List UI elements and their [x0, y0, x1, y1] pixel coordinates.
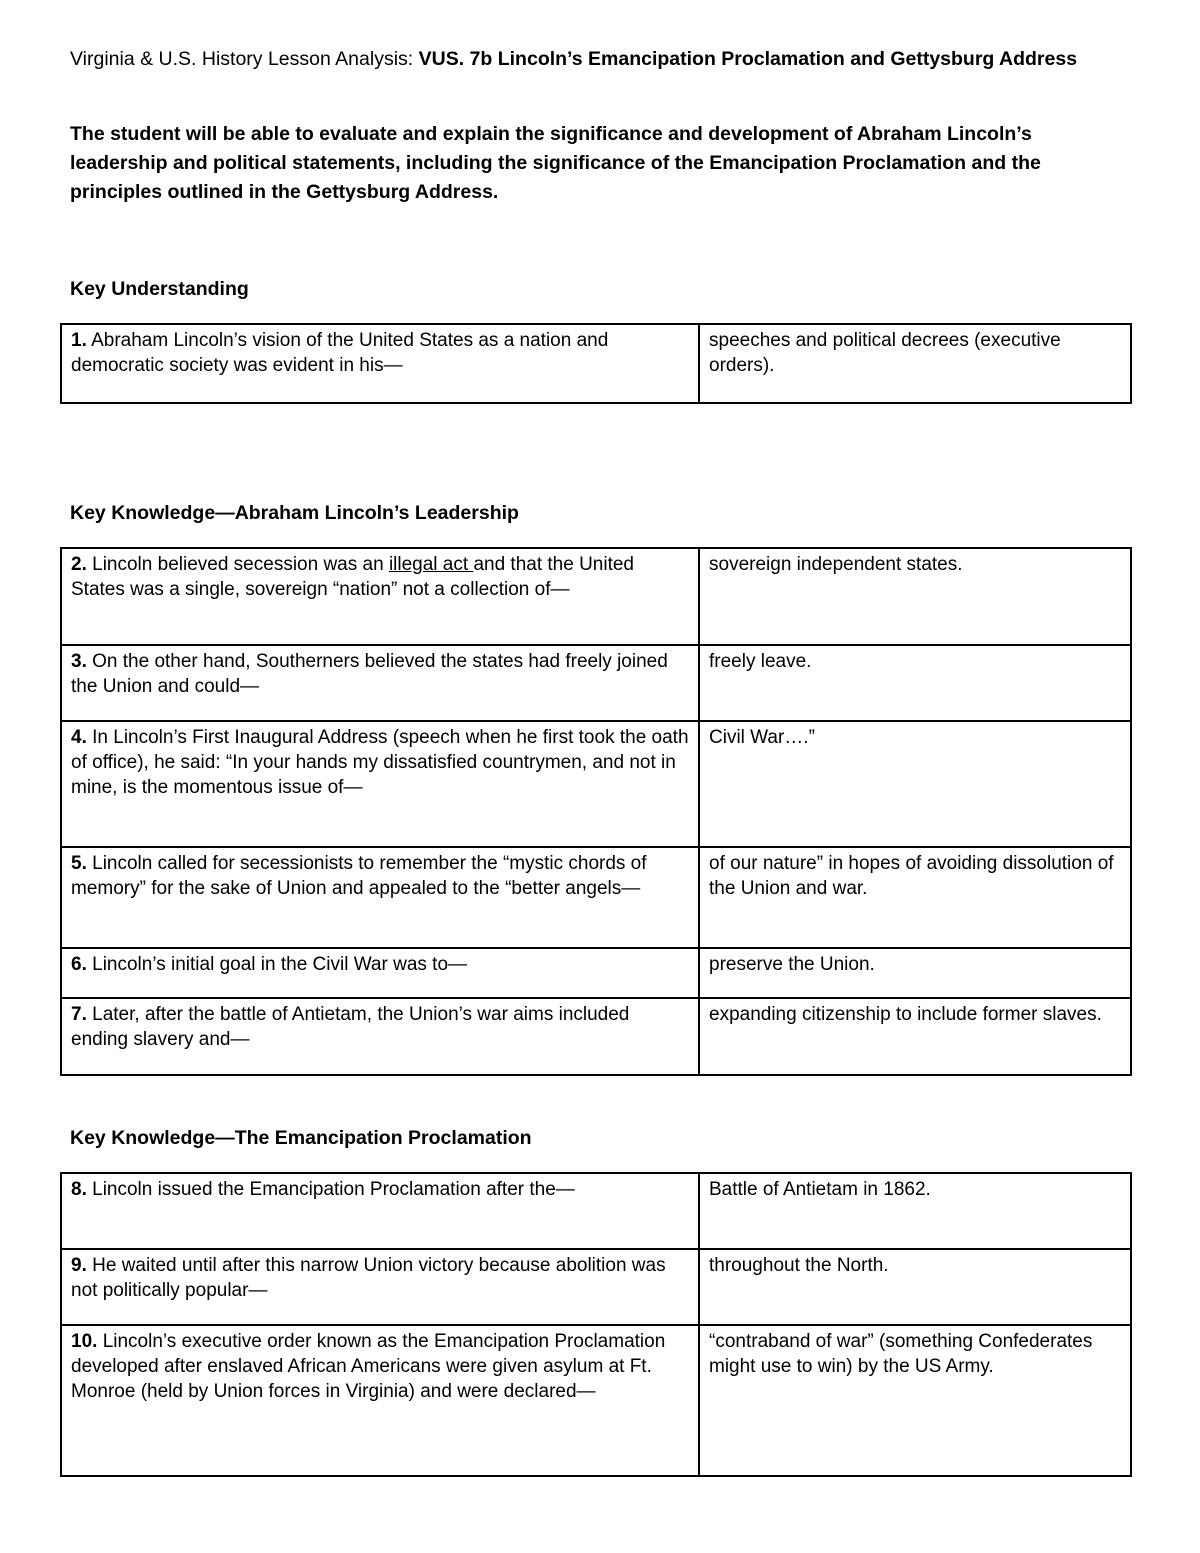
leadership-heading: Key Knowledge—Abraham Lincoln’s Leadership: [70, 502, 519, 524]
question-cell: [61, 1249, 699, 1325]
question-number: 9.: [71, 1255, 87, 1276]
table-row: [61, 324, 1131, 403]
leadership-table: [60, 547, 1132, 1076]
question-cell: [61, 324, 699, 403]
question-cell: [61, 1325, 699, 1476]
question-text: In Lincoln’s First Inaugural Address (speech when he first took the oath of office), he said: “In your hands my dissatisfied countrymen, and not in mine, is the momentous issue of—: [71, 727, 689, 798]
question-text: Lincoln’s executive order known as the Emancipation Proclamation developed after enslaved African Americans were given asylum at Ft. Monroe (held by Union forces in Virginia) and were declared—: [71, 1331, 666, 1402]
answer-cell: of our nature” in hopes of avoiding dissolution of the Union and war.: [699, 847, 1131, 948]
question-text: Lincoln issued the Emancipation Proclamation after the—: [86, 1179, 575, 1200]
table-row: [61, 998, 1131, 1075]
question-cell: [61, 998, 699, 1075]
answer-cell: speeches and political decrees (executive orders).: [699, 324, 1131, 403]
learning-objective: The student will be able to evaluate and explain the significance and development of Abraham Lincoln’s leadership and political statements, including the significance of the Emancipation Proclamation and the principles outlined in the Gettysburg Address.: [70, 123, 1041, 203]
emancipation-table: [60, 1172, 1132, 1477]
answer-cell: freely leave.: [699, 645, 1131, 721]
table-row: [61, 548, 1131, 645]
question-cell: [61, 847, 699, 948]
underlined-term: illegal act: [388, 554, 474, 575]
document-title: [70, 45, 1160, 74]
question-text-continued: and that the United States was a single, sovereign “nation” not a collection of—: [71, 554, 635, 600]
question-text: Lincoln’s initial goal in the Civil War was to—: [86, 954, 468, 975]
title-standard: VUS. 7b Lincoln’s Emancipation Proclamation and Gettysburg Address: [418, 48, 1078, 70]
table-row: [61, 1249, 1131, 1325]
question-text: He waited until after this narrow Union victory because abolition was not politically popular—: [71, 1255, 666, 1301]
table-row: [61, 948, 1131, 998]
question-text: On the other hand, Southerners believed the states had freely joined the Union and could—: [71, 651, 668, 697]
question-text: Later, after the battle of Antietam, the Union’s war aims included ending slavery and—: [71, 1004, 630, 1050]
question-number: 8.: [71, 1179, 87, 1200]
question-number: 1.: [71, 330, 87, 351]
question-number: 6.: [71, 954, 87, 975]
question-cell: [61, 948, 699, 998]
question-number: 4.: [71, 727, 87, 748]
answer-cell: “contraband of war” (something Confederates might use to win) by the US Army.: [699, 1325, 1131, 1476]
emancipation-heading: Key Knowledge—The Emancipation Proclamation: [70, 1127, 532, 1149]
title-prefix: Virginia & U.S. History Lesson Analysis:: [70, 48, 419, 70]
answer-cell: sovereign independent states.: [699, 548, 1131, 645]
question-text: Abraham Lincoln’s vision of the United States as a nation and democratic society was evident in his—: [71, 330, 609, 376]
question-cell: [61, 645, 699, 721]
answer-cell: expanding citizenship to include former slaves.: [699, 998, 1131, 1075]
answer-cell: Civil War….”: [699, 721, 1131, 847]
table-row: [61, 1173, 1131, 1249]
question-cell: [61, 1173, 699, 1249]
question-number: 2.: [71, 554, 87, 575]
table-row: [61, 847, 1131, 948]
question-text: Lincoln called for secessionists to remember the “mystic chords of memory” for the sake of Union and appealed to the “better angels—: [71, 853, 647, 899]
question-cell: [61, 548, 699, 645]
key-understanding-table: [60, 323, 1132, 404]
table-row: [61, 1325, 1131, 1476]
question-number: 10.: [71, 1331, 98, 1352]
question-number: 7.: [71, 1004, 87, 1025]
table-row: [61, 645, 1131, 721]
question-cell: [61, 721, 699, 847]
question-text: Lincoln believed secession was an: [86, 554, 389, 575]
question-number: 5.: [71, 853, 87, 874]
answer-cell: preserve the Union.: [699, 948, 1131, 998]
question-number: 3.: [71, 651, 87, 672]
key-understanding-heading: Key Understanding: [70, 278, 249, 300]
answer-cell: throughout the North.: [699, 1249, 1131, 1325]
table-row: [61, 721, 1131, 847]
answer-cell: Battle of Antietam in 1862.: [699, 1173, 1131, 1249]
